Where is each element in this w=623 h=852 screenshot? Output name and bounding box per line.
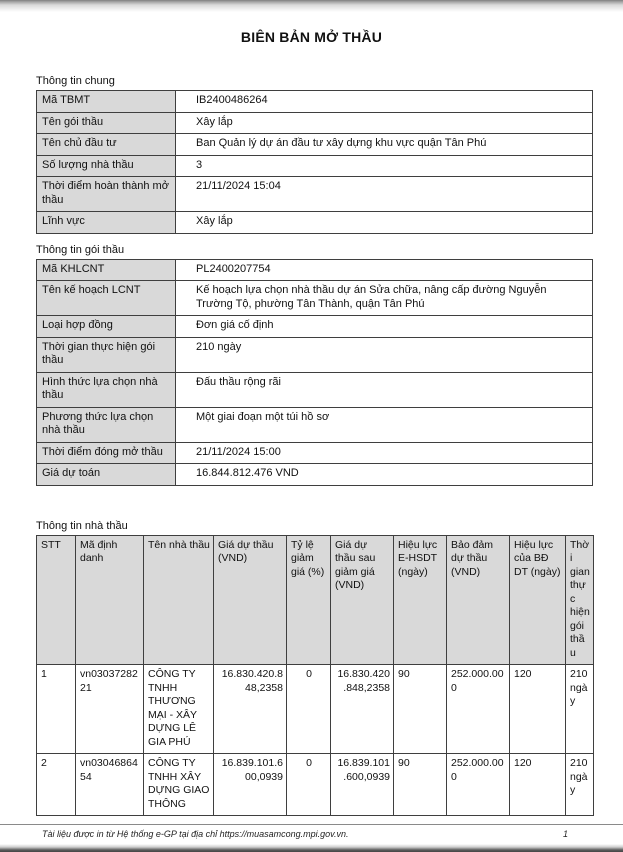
cell-contractor-name: CÔNG TY TNHH XÂY DỰNG GIAO THÔNG	[144, 754, 214, 816]
column-header: Giá dự thầu sau giảm giá (VND)	[331, 535, 394, 665]
row-label: Mã KHLCNT	[37, 259, 176, 281]
row-value: Ban Quản lý dự án đầu tư xây dựng khu vực quận Tân Phú	[176, 134, 593, 156]
column-header: Tỷ lệ giảm giá (%)	[287, 535, 331, 665]
section-title-package-info: Thông tin gói thầu	[36, 243, 125, 256]
row-value: Xây lắp	[176, 212, 593, 234]
table-row	[37, 155, 593, 177]
row-label: Tên chủ đầu tư	[37, 134, 176, 156]
cell-execution-time: 210 ngày	[566, 754, 594, 816]
row-label: Giá dự toán	[37, 464, 176, 486]
table-row	[37, 316, 593, 338]
row-label: Mã TBMT	[37, 91, 176, 113]
cell-discount-rate: 0	[287, 754, 331, 816]
cell-execution-time: 210 ngày	[566, 665, 594, 754]
row-value: 3	[176, 155, 593, 177]
row-value: Một giai đoạn một túi hồ sơ	[176, 407, 593, 442]
row-label: Thời điểm hoàn thành mở thầu	[37, 177, 176, 212]
row-value: PL2400207754	[176, 259, 593, 281]
table-row	[37, 754, 594, 816]
row-value: 21/11/2024 15:00	[176, 442, 593, 464]
cell-bid-security: 252.000.000	[447, 754, 510, 816]
column-header: Thời gian thực hiện gói thầu	[566, 535, 594, 665]
column-header: Hiệu lực của BĐ DT (ngày)	[510, 535, 566, 665]
row-value: 16.844.812.476 VND	[176, 464, 593, 486]
table-row	[37, 665, 594, 754]
table-row	[37, 134, 593, 156]
table-row	[37, 337, 593, 372]
cell-stt: 2	[37, 754, 76, 816]
column-header: Hiệu lực E-HSDT (ngày)	[394, 535, 447, 665]
row-value: Đơn giá cố định	[176, 316, 593, 338]
package-info-table	[36, 259, 593, 486]
cell-contractor-name: CÔNG TY TNHH THƯƠNG MẠI - XÂY DỰNG LÊ GIA PHÚ	[144, 665, 214, 754]
page-number: 1	[562, 829, 568, 839]
row-value: 21/11/2024 15:04	[176, 177, 593, 212]
page-footer	[0, 829, 623, 840]
cell-bid-price-after-discount: 16.839.101.600,0939	[331, 754, 394, 816]
column-header: Bảo đảm dự thầu (VND)	[447, 535, 510, 665]
cell-contractor-id: vn0304686454	[76, 754, 144, 816]
table-row	[37, 281, 593, 316]
row-value: Đấu thầu rộng rãi	[176, 372, 593, 407]
row-label: Hình thức lựa chọn nhà thầu	[37, 372, 176, 407]
row-label: Thời điểm đóng mở thầu	[37, 442, 176, 464]
page-title: BIÊN BẢN MỞ THẦU	[240, 29, 383, 45]
table-row	[37, 372, 593, 407]
row-value: Xây lắp	[176, 112, 593, 134]
section-title-general-info: Thông tin chung	[36, 75, 115, 87]
row-value: Kế hoạch lựa chọn nhà thầu dự án Sửa chữa, nâng cấp đường Nguyễn Trường Tộ, phường Tân Thành, quận Tân Phú	[176, 281, 593, 316]
cell-security-validity: 120	[510, 754, 566, 816]
row-label: Phương thức lựa chọn nhà thầu	[37, 407, 176, 442]
table-row	[37, 442, 593, 464]
row-label: Loại hợp đồng	[37, 316, 176, 338]
footer-note: Tài liệu được in từ Hệ thống e-GP tại địa chỉ https://muasamcong.mpi.gov.vn.	[42, 829, 349, 839]
cell-bid-price-after-discount: 16.830.420.848,2358	[331, 665, 394, 754]
table-row	[37, 212, 593, 234]
column-header: Mã định danh	[76, 535, 144, 665]
column-header: STT	[37, 535, 76, 665]
table-row	[37, 112, 593, 134]
row-label: Tên kế hoạch LCNT	[37, 281, 176, 316]
column-header: Giá dự thầu (VND)	[214, 535, 287, 665]
column-header: Tên nhà thầu	[144, 535, 214, 665]
cell-contractor-id: vn0303728221	[76, 665, 144, 754]
cell-bid-security: 252.000.000	[447, 665, 510, 754]
table-row	[37, 464, 593, 486]
table-row	[37, 177, 593, 212]
table-row	[37, 259, 593, 281]
row-label: Lĩnh vực	[37, 212, 176, 234]
row-value: IB2400486264	[176, 91, 593, 113]
cell-bid-price: 16.830.420.848,2358	[214, 665, 287, 754]
general-info-table	[36, 90, 593, 234]
cell-bid-price: 16.839.101.600,0939	[214, 754, 287, 816]
cell-discount-rate: 0	[287, 665, 331, 754]
table-header-row	[37, 535, 594, 665]
table-row	[37, 407, 593, 442]
footer-divider	[0, 824, 623, 825]
page-bottom-edge-shadow	[0, 844, 623, 852]
row-label: Tên gói thầu	[37, 112, 176, 134]
cell-stt: 1	[37, 665, 76, 754]
row-label: Số lượng nhà thầu	[37, 155, 176, 177]
row-label: Thời gian thực hiện gói thầu	[37, 337, 176, 372]
table-row	[37, 91, 593, 113]
cell-ehsdt-validity: 90	[394, 754, 447, 816]
cell-security-validity: 120	[510, 665, 566, 754]
cell-ehsdt-validity: 90	[394, 665, 447, 754]
contractors-table	[36, 535, 594, 817]
row-value: 210 ngày	[176, 337, 593, 372]
section-title-contractors: Thông tin nhà thầu	[36, 519, 128, 532]
